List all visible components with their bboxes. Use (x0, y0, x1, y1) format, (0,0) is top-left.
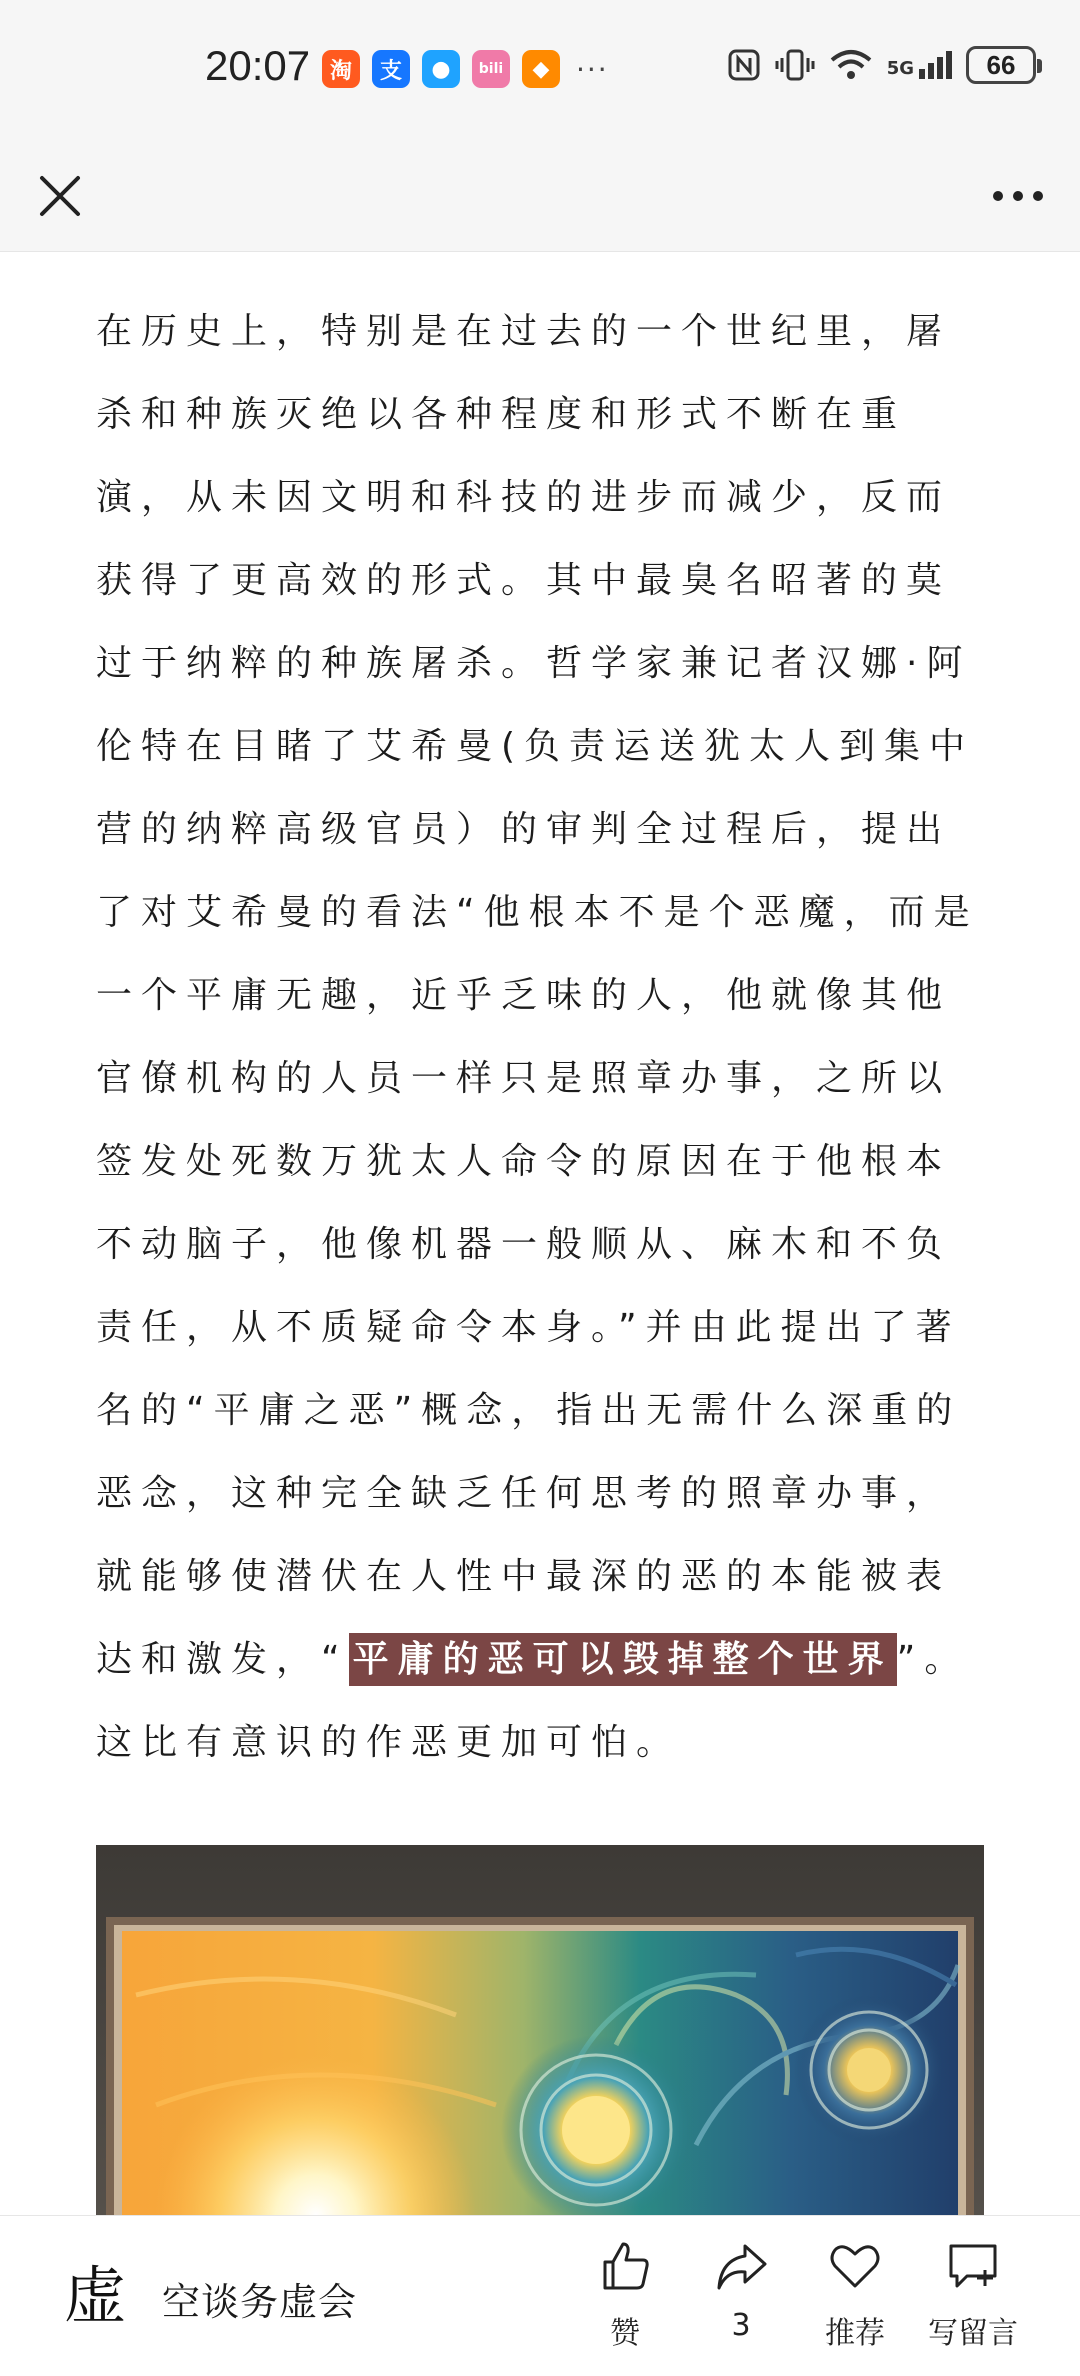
article-text: 在历史上，特别是在过去的一个世纪里，屠杀和种族灭绝以各种程度和形式不断在重演，从未因文明和科技的进步而减少，反而获得了更高效的形式。其中最臭名昭著的莫过于纳粹的种族屠杀。哲学家兼记者汉娜·阿伦特在目睹了艾希曼(负责运送犹太人到集中营的纳粹高级官员）的审判全过程后，提出了对艾希曼的看法“他根本不是个恶魔，而是一个平庸无趣，近乎乏味的人，他就像其他官僚机构的人员一样只是照章办事，之所以签发处死数万犹太人命令的原因在于他根本不动脑子，他像机器一般顺从、麻木和不负责任，从不质疑命令本身。”并由此提出了著名的“平庸之恶”概念，指出无需什么深重的恶念，这种完全缺乏任何思考的照章办事，就能够使潜伏在人性中最深的恶的本能被表达和激发，“ (96, 311, 979, 1680)
network-type-label: 5G (886, 58, 914, 79)
write-comment-label: 写留言 (928, 2316, 1018, 2351)
more-dots-icon (986, 164, 1050, 228)
nav-bar (0, 140, 1080, 252)
share-count: 3 (731, 2308, 751, 2343)
like-label: 赞 (610, 2316, 640, 2351)
bottom-action-bar (0, 2215, 1080, 2376)
notification-icons (322, 50, 609, 88)
nfc-icon (727, 48, 761, 82)
heart-icon (827, 2238, 883, 2294)
share-arrow-icon (713, 2238, 769, 2294)
close-button[interactable] (28, 164, 92, 228)
more-options-button[interactable] (986, 164, 1050, 228)
like-button[interactable] (570, 2238, 680, 2358)
battery-icon (966, 46, 1036, 84)
vibrate-icon (775, 48, 815, 82)
status-bar (0, 0, 1080, 140)
article-paragraph (96, 290, 984, 1784)
highlighted-quote: 平庸的恶可以毁掉整个世界 (349, 1633, 897, 1686)
comment-add-icon (945, 2238, 1001, 2294)
message-app-icon: ● (422, 50, 460, 88)
recommend-label: 推荐 (825, 2316, 885, 2351)
bilibili-app-icon: bili (472, 50, 510, 88)
more-notifications-icon: ··· (576, 52, 609, 86)
author-name[interactable]: 空谈务虚会 (162, 2280, 358, 2324)
article-body (96, 290, 984, 1784)
alipay-app-icon: 支 (372, 50, 410, 88)
painting-image (96, 1845, 984, 2215)
close-icon (28, 164, 92, 228)
author-avatar[interactable]: 虚 (63, 2259, 126, 2332)
recommend-button[interactable] (800, 2238, 910, 2358)
thumbs-up-icon (597, 2238, 653, 2294)
article-image[interactable] (96, 1845, 984, 2215)
cellular-signal-icon (887, 51, 952, 79)
status-time: 20:07 (205, 42, 311, 89)
taobao-app-icon: 淘 (322, 50, 360, 88)
article-text-end: ”。这比有意识的作恶更加可怕。 (96, 1639, 970, 1763)
orange-app-icon: ◆ (522, 50, 560, 88)
write-comment-button[interactable] (918, 2238, 1028, 2358)
wifi-icon (829, 48, 873, 82)
system-icons (727, 46, 1036, 84)
share-button[interactable] (686, 2238, 796, 2358)
battery-level: 66 (986, 49, 1016, 80)
